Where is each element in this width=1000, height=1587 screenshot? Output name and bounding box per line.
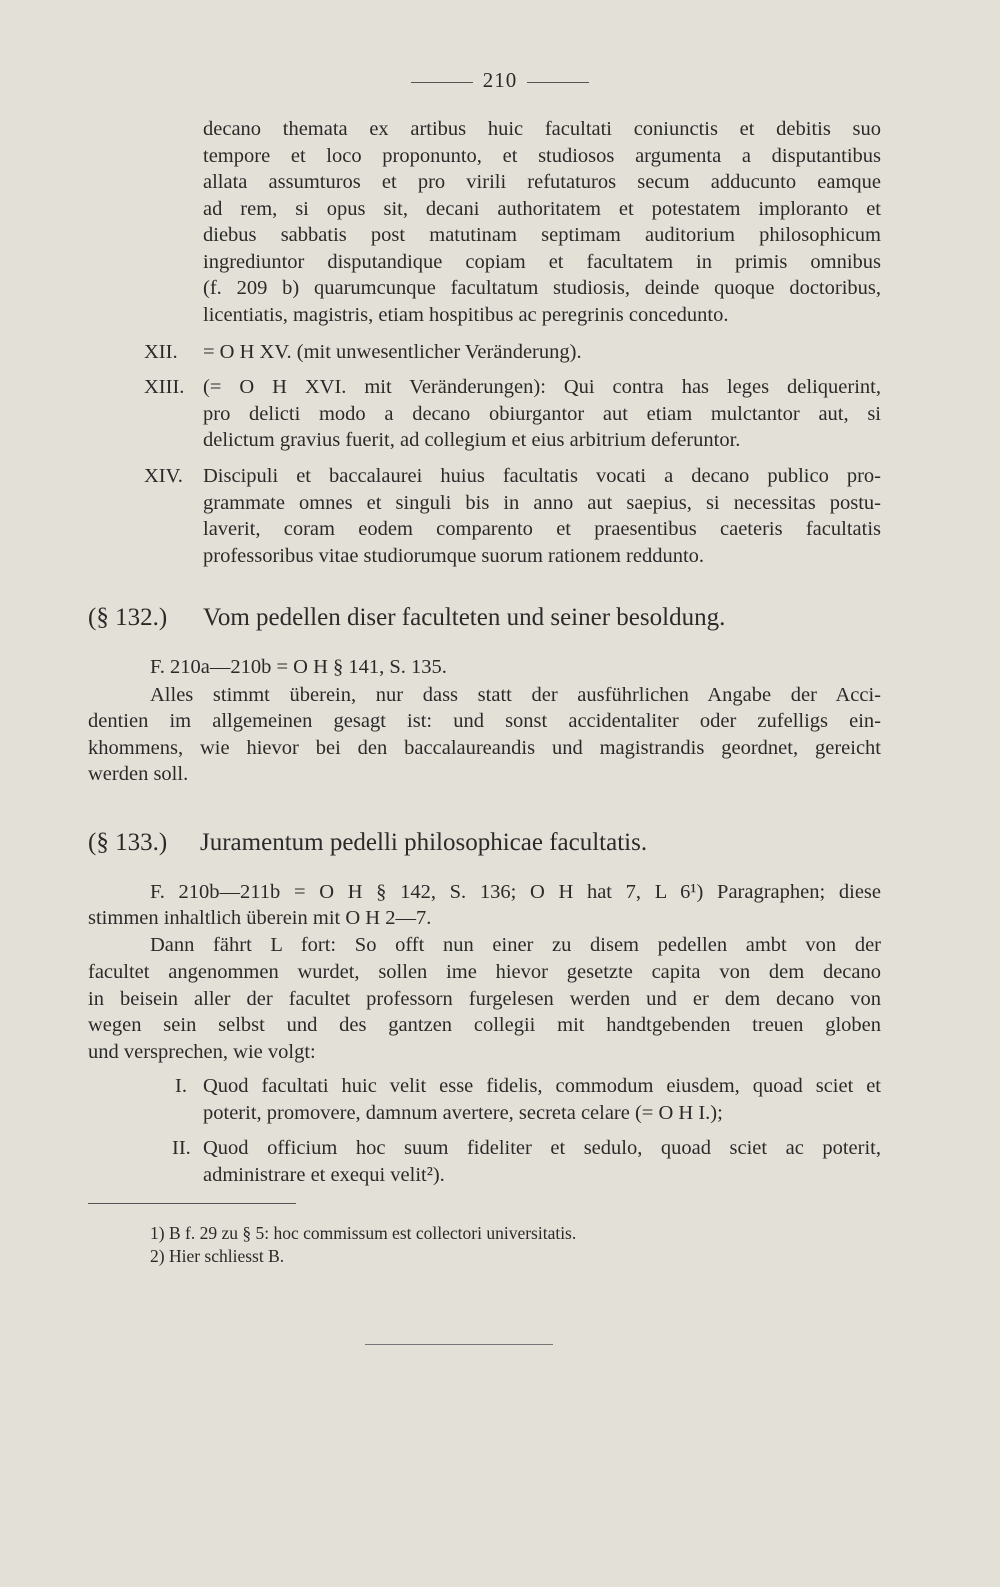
section-title: Vom pedellen diser faculteten und seiner besoldung. [203,604,726,631]
footnote: 2) Hier schliesst B. [150,1246,285,1266]
footnote-rule [88,1203,296,1204]
text-line: delictum gravius fuerit, ad collegium et eius arbitrium deferuntor. [203,429,741,451]
footnote: 1) B f. 29 zu § 5: hoc commissum est collectori universitatis. [150,1223,577,1243]
text-line: grammate omnes et singuli bis in anno aut saepius, si necessitas postu- [203,492,881,514]
text-line: ad rem, si opus sit, decani authoritatem et potestatem imploranto et [203,198,881,220]
reference-line: F. 210b—211b = O H § 142, S. 136; O H hat 7, L 6¹) Paragraphen; diese [150,881,881,903]
item-number: XIII. [144,376,185,398]
text-line: laverit, coram eodem comparento et praesentibus caeteris facultatis [203,518,881,540]
section-title: Juramentum pedelli philosophicae facultatis. [200,829,648,856]
text-line: dentien im allgemeinen gesagt ist: und sonst accidentaliter oder zufelligs ein- [88,710,881,732]
text-line: administrare et exequi velit²). [203,1164,445,1186]
text-line: licentiatis, magistris, etiam hospitibus ac peregrinis concedunto. [203,304,729,326]
section-number: (§ 133.) [88,829,168,856]
text-line: ingrediuntor disputandique copiam et facultatem in primis omnibus [203,251,881,273]
text-line: und versprechen, wie volgt: [88,1041,316,1063]
text-line: werden soll. [88,763,189,785]
text-line: poterit, promovere, damnum avertere, secreta celare (= O H I.); [203,1102,723,1124]
header-rule-left [411,82,473,83]
text-line: Quod facultati huic velit esse fidelis, commodum eiusdem, quoad sciet et [203,1075,881,1097]
reference-line: F. 210a—210b = O H § 141, S. 135. [150,656,447,678]
section-number: (§ 132.) [88,604,168,631]
text-line: Dann fährt L fort: So offt nun einer zu disem pedellen ambt von der [150,934,881,956]
header-rule-right [527,82,589,83]
text-line: (f. 209 b) quarumcunque facultatum studiosis, deinde quoque doctoribus, [203,277,881,299]
page-number: 210 [482,68,518,92]
running-header [0,68,1000,93]
text-line: = O H XV. (mit unwesentlicher Veränderung). [203,341,582,363]
item-number: II. [172,1137,191,1159]
text-line: facultet angenommen wurdet, sollen ime hievor gesetzte capita von dem decano [88,961,881,983]
text-line: wegen sein selbst und des gantzen collegii mit handtgebenden treuen globen [88,1014,881,1036]
text-line: khommens, wie hievor bei den baccalaureandis und magistrandis geordnet, gereicht [88,737,881,759]
item-number: XII. [144,341,178,363]
text-line: in beisein aller der facultet professorn furgelesen werden und er dem decano von [88,988,881,1010]
reference-line: stimmen inhaltlich überein mit O H 2—7. [88,907,432,929]
text-line: pro delicti modo a decano obiurgantor aut etiam mulctantor aut, si [203,403,881,425]
item-number: I. [175,1075,187,1097]
text-line: decano themata ex artibus huic facultati coniunctis et debitis suo [203,118,881,140]
text-line: tempore et loco proponunto, et studiosos argumenta a disputantibus [203,145,881,167]
text-line: (= O H XVI. mit Veränderungen): Qui contra has leges deliquerint, [203,376,881,398]
show-through-rule [365,1344,553,1345]
text-line: diebus sabbatis post matutinam septimam auditorium philosophicum [203,224,881,246]
text-line: Quod officium hoc suum fideliter et sedulo, quoad sciet ac poterit, [203,1137,881,1159]
text-line: Discipuli et baccalaurei huius facultatis vocati a decano publico pro- [203,465,881,487]
text-line: professoribus vitae studiorumque suorum rationem reddunto. [203,545,705,567]
text-line: Alles stimmt überein, nur dass statt der ausführlichen Angabe der Acci- [150,684,881,706]
text-line: allata assumturos et pro virili refutaturos secum adducunto eamque [203,171,881,193]
item-number: XIV. [144,465,183,487]
